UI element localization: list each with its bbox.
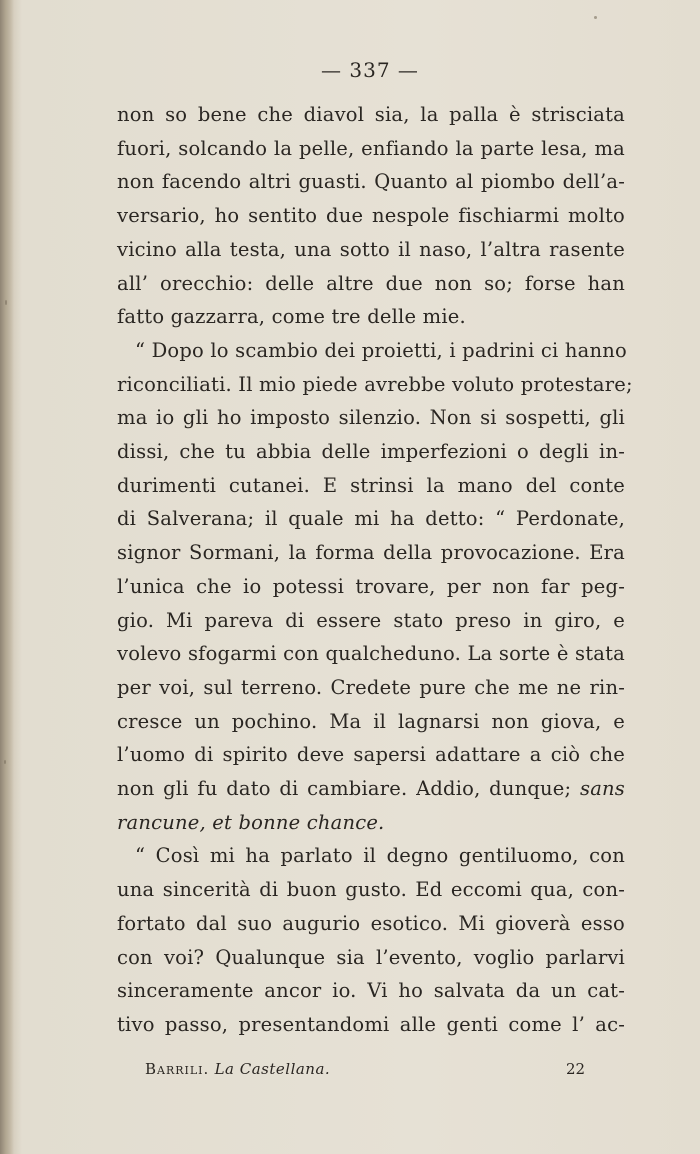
- text-line: fortato dal suo augurio esotico. Mi gioverà esso: [117, 911, 625, 935]
- paper-speck: [594, 16, 597, 19]
- text-line: di Salverana; il quale mi ha detto: “ Perdonate,: [117, 507, 625, 531]
- text-line: non so bene che diavol sia, la palla è strisciata: [117, 103, 625, 126]
- text-line: riconciliati. Il mio piede avrebbe voluto protestare;: [117, 372, 633, 396]
- body-text: [117, 98, 633, 1042]
- text-line: “ Dopo lo scambio dei proietti, i padrini ci hanno: [135, 338, 627, 362]
- text-line: tivo passo, presentandomi alle genti come l’ ac-: [117, 1012, 625, 1036]
- text-line: volevo sfogarmi con qualcheduno. La sorte è stata: [117, 642, 625, 666]
- italic-phrase: sans: [580, 777, 626, 801]
- text-line: cresce un pochino. Ma il lagnarsi non giova, e: [117, 709, 625, 733]
- text-line: ma io gli ho imposto silenzio. Non si sospetti, gli: [117, 406, 625, 430]
- text-line: dissi, che tu abbia delle imperfezioni o degli in-: [117, 440, 625, 464]
- text-line: all’ orecchio: delle altre due non so; forse han: [117, 271, 625, 295]
- text-line: l’uomo di spirito deve sapersi adattare a ciò che: [117, 743, 625, 767]
- text-line: non gli fu dato di cambiare. Addio, dunque; sans: [117, 777, 626, 801]
- text-line: con voi? Qualunque sia l’evento, voglio parlarvi: [117, 945, 625, 969]
- text-line: non facendo altri guasti. Quanto al piombo dell’a-: [117, 170, 625, 194]
- text-line: gio. Mi pareva di essere stato preso in giro, e: [117, 608, 625, 632]
- footer-signature-line: [145, 1060, 330, 1078]
- text-line: vicino alla testa, una sotto il naso, l’altra rasente: [117, 237, 625, 261]
- footer-title: La Castellana.: [214, 1060, 331, 1078]
- footer-signature-mark: 22: [566, 1060, 586, 1078]
- text-line: [117, 806, 625, 840]
- book-spine-shadow: [0, 0, 14, 1154]
- text-line: versario, ho sentito due nespole fischiarmi molto: [117, 204, 625, 228]
- footer-author: Barrili.: [145, 1060, 210, 1078]
- text-line: sinceramente ancor io. Vi ho salvata da un cat-: [117, 979, 625, 1003]
- text-line: “ Così mi ha parlato il degno gentiluomo, con: [135, 844, 625, 868]
- italic-phrase: rancune, et bonne chance.: [117, 810, 385, 834]
- text-line: per voi, sul terreno. Credete pure che me ne rin-: [117, 675, 625, 699]
- text-line: fuori, solcando la pelle, enfiando la parte lesa, ma: [117, 136, 625, 160]
- paper-speck: [4, 760, 6, 764]
- text-line: durimenti cutanei. E strinsi la mano del conte: [117, 473, 625, 497]
- paper-speck: [5, 300, 7, 305]
- text-line: l’unica che io potessi trovare, per non far peg-: [117, 574, 625, 598]
- page-number: — 337 —: [321, 58, 419, 82]
- text-line: signor Sormani, la forma della provocazione. Era: [117, 541, 625, 565]
- text-line: fatto gazzarra, come tre delle mie.: [117, 305, 466, 329]
- text-line: una sincerità di buon gusto. Ed eccomi qua, con-: [117, 878, 625, 902]
